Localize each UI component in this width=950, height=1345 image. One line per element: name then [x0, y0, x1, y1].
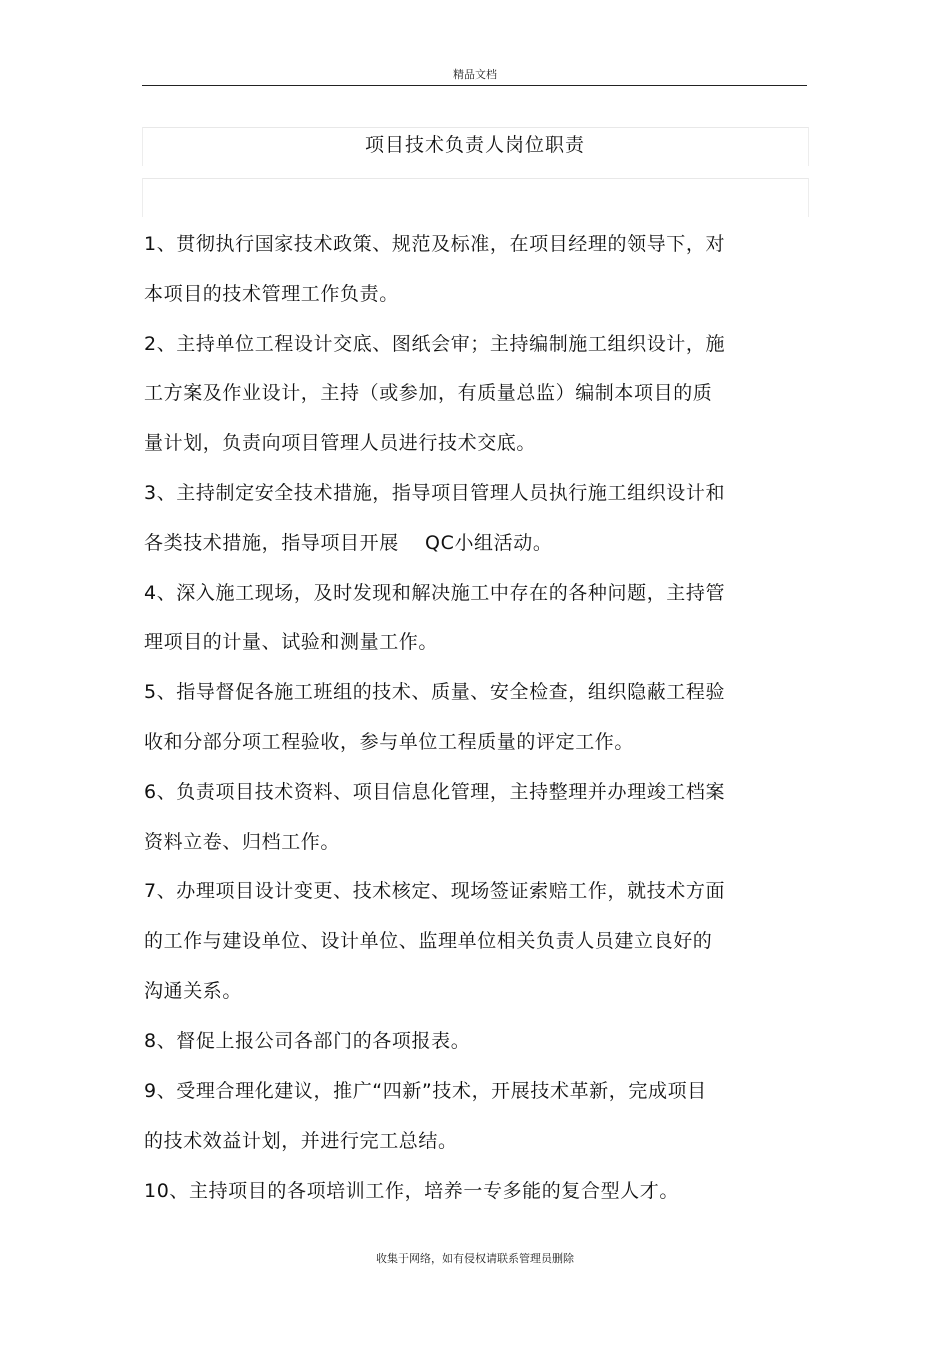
- page-header: 精品文档: [453, 68, 497, 81]
- header-divider: [142, 85, 807, 86]
- text-line: 本项目的技术管理工作负责。: [144, 283, 399, 305]
- blank-cell: [142, 178, 809, 217]
- text-line: 9、受理合理化建议，推广“四新”技术，开展技术革新，完成项目: [144, 1080, 707, 1102]
- text-line: 8、督促上报公司各部门的各项报表。: [144, 1030, 471, 1052]
- text-line: 5、指导督促各施工班组的技术、质量、安全检查，组织隐蔽工程验: [144, 681, 726, 703]
- page-footer: 收集于网络，如有侵权请联系管理员删除: [376, 1252, 574, 1265]
- text-line: 资料立卷、归档工作。: [144, 831, 341, 853]
- text-line: 10、主持项目的各项培训工作，培养一专多能的复合型人才。: [144, 1180, 679, 1202]
- text-line: 量计划，负责向项目管理人员进行技术交底。: [144, 432, 537, 454]
- text-line: 7、办理项目设计变更、技术核定、现场签证索赔工作，就技术方面: [144, 880, 726, 902]
- text-line: 4、深入施工现场，及时发现和解决施工中存在的各种问题，主持管: [144, 582, 726, 604]
- text-line: 各类技术措施，指导项目开展 QC小组活动。: [144, 532, 553, 554]
- text-line: 理项目的计量、试验和测量工作。: [144, 631, 439, 653]
- text-line: 3、主持制定安全技术措施，指导项目管理人员执行施工组织设计和: [144, 482, 726, 504]
- text-line: 的技术效益计划，并进行完工总结。: [144, 1130, 458, 1152]
- text-line: 2、主持单位工程设计交底、图纸会审；主持编制施工组织设计，施: [144, 333, 726, 355]
- text-line: 6、负责项目技术资料、项目信息化管理，主持整理并办理竣工档案: [144, 781, 726, 803]
- text-line: 沟通关系。: [144, 980, 243, 1002]
- text-line: 收和分部分项工程验收，参与单位工程质量的评定工作。: [144, 731, 635, 753]
- text-line: 工方案及作业设计，主持（或参加，有质量总监）编制本项目的质: [144, 382, 713, 404]
- document-title: 项目技术负责人岗位职责: [364, 134, 585, 156]
- text-line: 1、贯彻执行国家技术政策、规范及标准，在项目经理的领导下，对: [144, 233, 726, 255]
- text-line: 的工作与建设单位、设计单位、监理单位相关负责人员建立良好的: [144, 930, 713, 952]
